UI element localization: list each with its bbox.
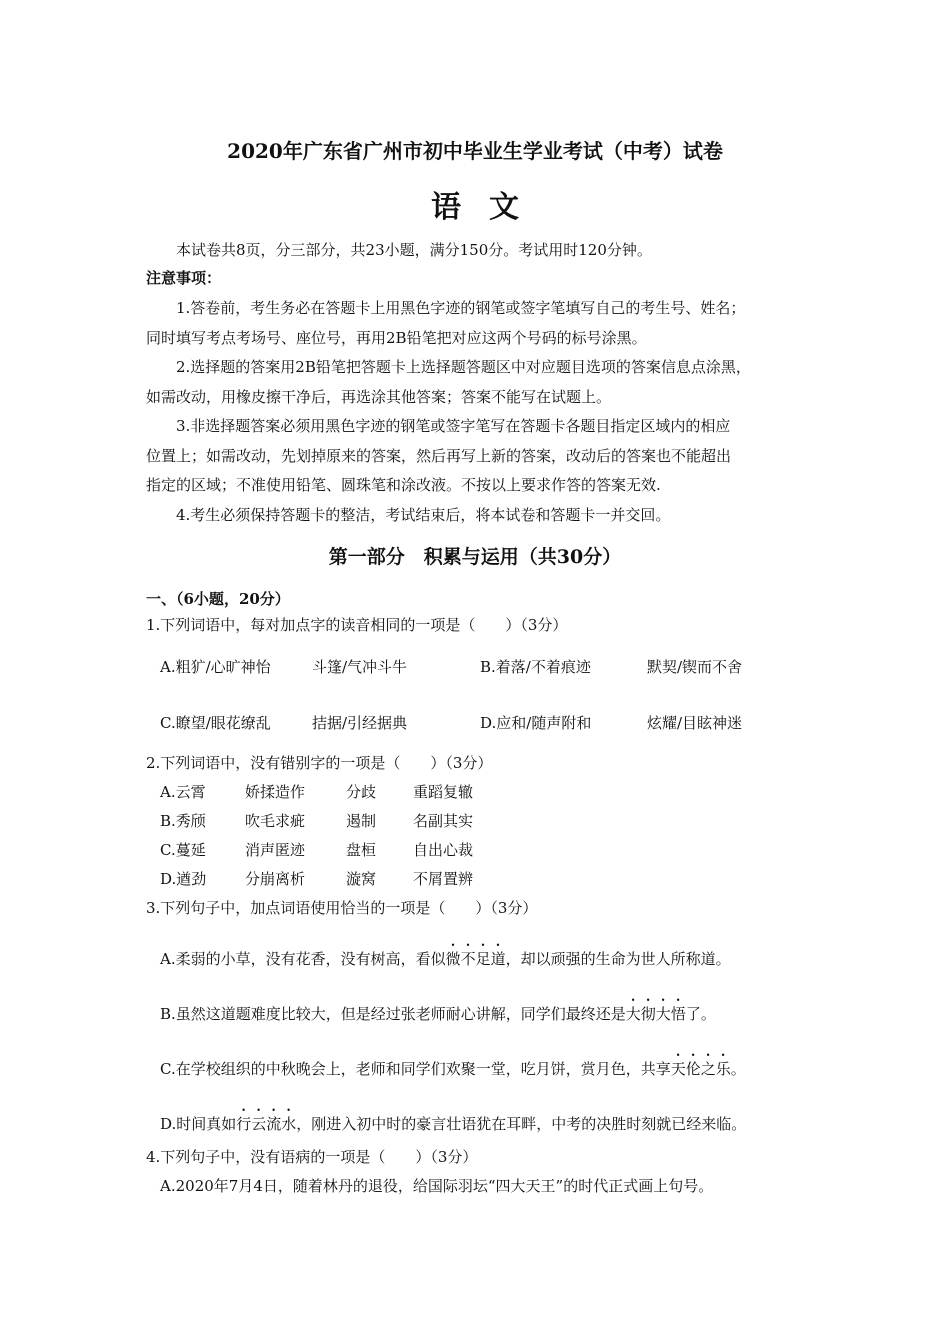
option-c-word2: 拮据/引经据典 <box>312 714 408 732</box>
notice-line: 同时填写考点考场号、座位号，再用2B铅笔把对应这两个号码的标号涂黑。 <box>146 329 647 347</box>
question-group-heading: 一、（6小题，20分） <box>146 590 290 608</box>
option-text: ，却以顽强的生命为世人所称道。 <box>505 950 731 968</box>
option-d-cell: 不屑置辨 <box>413 870 474 888</box>
option-text: D.时间真如 <box>160 1115 237 1133</box>
question-stem: 4.下列句子中，没有语病的一项是（ ）（3分） <box>146 1148 478 1166</box>
option-b-cell: 吹毛求疵 <box>245 812 306 830</box>
option-d <box>160 1106 746 1134</box>
option-text: B.虽然这道题难度比较大，但是经过张老师耐心讲解，同学们最终还是 <box>160 1005 626 1023</box>
dotted-phrase: 微不足道 <box>445 950 506 968</box>
option-a-cell: 娇揉造作 <box>245 783 306 801</box>
option-c-cell: 自出心裁 <box>413 841 474 859</box>
dotted-phrase: 天伦之乐 <box>670 1060 731 1078</box>
notice-line: 位置上；如需改动，先划掉原来的答案，然后再写上新的答案，改动后的答案也不能超出 <box>146 447 732 465</box>
notice-line: 2.选择题的答案用2B铅笔把答题卡上选择题答题区中对应题目选项的答案信息点涂黑， <box>176 358 751 376</box>
option-b-cell: B.秀颀 <box>160 812 206 830</box>
notice-line: 指定的区域；不准使用铅笔、圆珠笔和涂改液。不按以上要求作答的答案无效. <box>146 476 661 494</box>
option-d-word2: 炫耀/目眩神迷 <box>647 714 743 732</box>
option-d-cell: 漩窝 <box>346 870 377 888</box>
notice-line: 1.答卷前，考生务必在答题卡上用黑色字迹的钢笔或签字笔填写自己的考生号、姓名； <box>176 299 746 317</box>
option-c-cell: C.蔓延 <box>160 841 206 859</box>
option-b-word1: B.着落/不着痕迹 <box>480 658 591 676</box>
option-text: 。 <box>730 1060 746 1078</box>
dotted-phrase: 行云流水 <box>236 1115 297 1133</box>
question-stem: 2.下列词语中，没有错别字的一项是（ ）（3分） <box>146 754 493 772</box>
option-text: C.在学校组织的中秋晚会上，老师和同学们欢聚一堂，吃月饼，赏月色，共享 <box>160 1060 671 1078</box>
option-text: A.柔弱的小草，没有花香，没有树高，看似 <box>160 950 446 968</box>
option-b-word2: 默契/锲而不舍 <box>647 658 743 676</box>
subject-title: 语文 <box>431 190 547 225</box>
option-d-cell: 分崩离析 <box>245 870 306 888</box>
option-a-cell: A.云霄 <box>160 783 206 801</box>
exam-title: 2020年广东省广州市初中毕业生学业考试（中考）试卷 <box>227 139 723 163</box>
option-c-cell: 盘桓 <box>346 841 377 859</box>
option-a-cell: 重蹈复辙 <box>413 783 474 801</box>
dotted-phrase: 大彻大悟 <box>625 1005 686 1023</box>
option-d-word1: D.应和/随声附和 <box>480 714 592 732</box>
option-a-word2: 斗篷/气冲斗牛 <box>312 658 408 676</box>
option-text: ，刚进入初中时的豪言壮语犹在耳畔，中考的决胜时刻就已经来临。 <box>296 1115 747 1133</box>
option-a <box>160 941 731 969</box>
notice-line: 3.非选择题答案必须用黑色字迹的钢笔或签字笔写在答题卡各题目指定区域内的相应 <box>176 417 731 435</box>
option-a: A.2020年7月4日，随着林丹的退役，给国际羽坛“四大天王”的时代正式画上句号。 <box>160 1177 714 1195</box>
option-a-word1: A.粗犷/心旷神怡 <box>160 658 271 676</box>
question-stem: 1.下列词语中，每对加点字的读音相同的一项是（ ）（3分） <box>146 616 568 634</box>
option-b-cell: 遏制 <box>346 812 377 830</box>
option-b-cell: 名副其实 <box>413 812 474 830</box>
option-c <box>160 1051 746 1079</box>
option-c-cell: 消声匿迹 <box>245 841 306 859</box>
option-b <box>160 996 716 1024</box>
intro-text: 本试卷共8页，分三部分，共23小题，满分150分。考试用时120分钟。 <box>176 241 652 259</box>
option-a-cell: 分歧 <box>346 783 377 801</box>
question-stem: 3.下列句子中，加点词语使用恰当的一项是（ ）（3分） <box>146 899 538 917</box>
option-d-cell: D.遒劲 <box>160 870 207 888</box>
notice-line: 如需改动，用橡皮擦干净后，再选涂其他答案；答案不能写在试题上。 <box>146 388 612 406</box>
option-text: 了。 <box>685 1005 716 1023</box>
notice-heading: 注意事项： <box>146 269 222 287</box>
section-title: 第一部分 积累与运用（共30分） <box>328 546 622 568</box>
notice-line: 4.考生必须保持答题卡的整洁，考试结束后，将本试卷和答题卡一并交回。 <box>176 506 671 524</box>
option-c-word1: C.瞭望/眼花缭乱 <box>160 714 271 732</box>
